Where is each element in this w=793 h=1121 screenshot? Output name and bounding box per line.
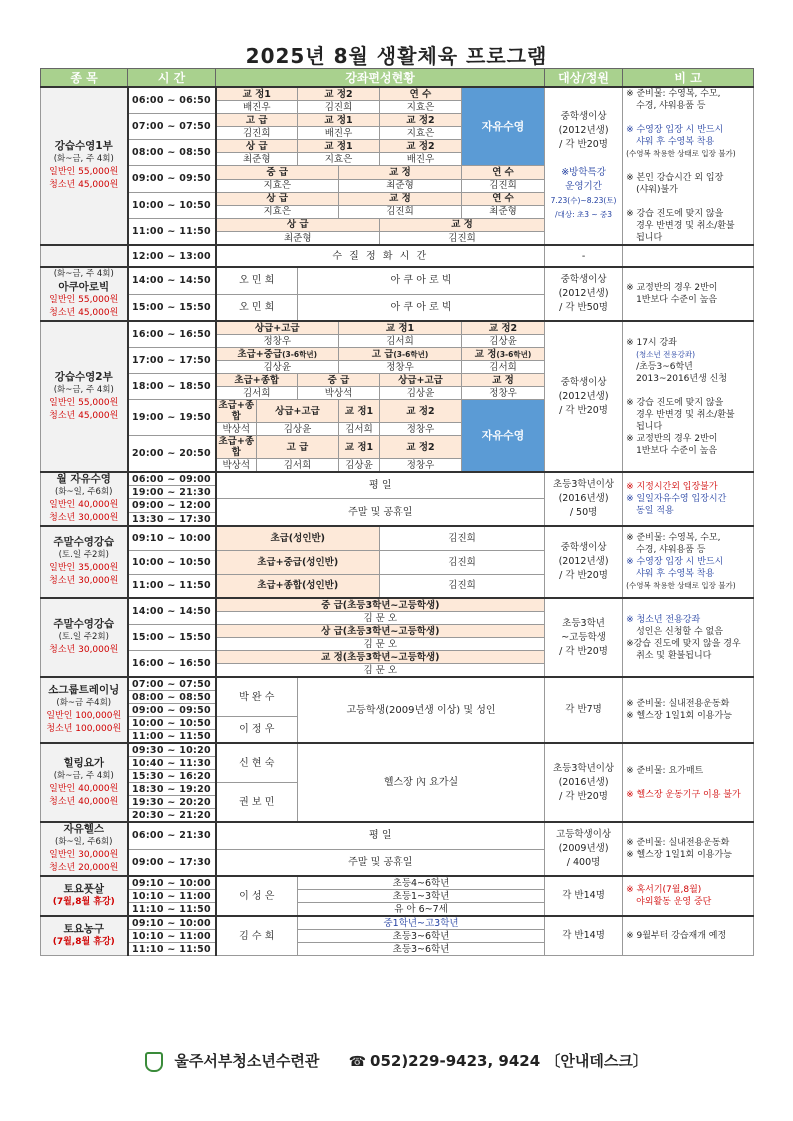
org-name: 울주서부청소년수련관 (174, 1052, 320, 1070)
notes-cell: ※ 준비물: 수영복, 수모, 수경, 샤워용품 등 ※ 수영장 입장 시 반드시 샤워 후 수영복 착용 (수영복 착용한 상태로 입장 불가) ※ 본인 강습시간 외 입장 (샤워)불가 ※ 강습 진도에 맞지 않을 경우 반변경 및 취소/환불 됩니다 (623, 87, 754, 245)
table-cell: 김진희 (380, 232, 545, 246)
table-cell: 헬스장 內 요가실 (298, 743, 545, 822)
table-cell: 연 수 (462, 192, 545, 205)
table-cell: 고 급(3-6학년) (339, 348, 462, 361)
table-cell: 교 정2 (380, 400, 462, 423)
table-cell: 김 문 오 (216, 638, 545, 651)
table-cell: 초급+종합(성인반) (216, 574, 380, 598)
table-row (41, 876, 754, 890)
table-cell: 아 쿠 아 로 빅 (298, 267, 545, 294)
table-row (41, 87, 754, 101)
table-cell: 배진우 (298, 127, 380, 140)
table-cell: 09:10 ~ 10:00 (128, 526, 216, 550)
table-cell: 09:00 ~ 12:00 (128, 499, 216, 513)
table-cell: 16:00 ~ 16:50 (128, 651, 216, 678)
table-cell: 김상윤 (257, 423, 339, 436)
table-cell: 08:00 ~ 08:50 (128, 691, 216, 704)
table-cell: 교 정1 (298, 114, 380, 127)
table-row (41, 526, 754, 550)
table-cell: 박상석 (216, 459, 257, 473)
table-cell: 배진우 (380, 153, 462, 166)
header-time: 시 간 (128, 69, 216, 88)
table-cell: 박 완 수 (216, 677, 298, 717)
table-cell: 17:00 ~ 17:50 (128, 348, 216, 374)
table-cell: 김진희 (380, 574, 545, 598)
table-cell: 교 정1 (339, 400, 380, 423)
table-cell: 각 반14명 (545, 916, 623, 956)
table-cell: 정창우 (380, 459, 462, 473)
table-cell: 16:00 ~ 16:50 (128, 321, 216, 348)
table-cell: 정창우 (462, 387, 545, 400)
table-cell: 11:00 ~ 11:50 (128, 574, 216, 598)
table-cell: 교 정 (339, 166, 462, 179)
table-cell: 교 정(초등3학년~고등학생) (216, 651, 545, 664)
table-cell: ※ 청소년 전용강좌 성인은 신청할 수 없음 ※강습 진도에 맞지 않을 경우 취소 및 환불됩니다 (623, 598, 754, 677)
table-cell: 이 성 은 (216, 876, 298, 916)
category-weekend-youth: 주말수영강습 (토.일 주2회) 청소년 30,000원 (41, 598, 128, 677)
table-row (41, 677, 754, 691)
table-cell: 고등학생이상 (2009년생) / 400명 (545, 822, 623, 876)
header-notes: 비 고 (623, 69, 754, 88)
table-cell: 아 쿠 아 로 빅 (298, 294, 545, 321)
table-cell: 주말 및 공휴일 (216, 499, 545, 527)
table-cell: 상 급 (216, 140, 298, 153)
table-cell: 초등4~6학년 (298, 876, 545, 890)
table-cell: ※ 9월부터 강습재개 예정 (623, 916, 754, 956)
table-cell: 교 정 (380, 218, 545, 231)
table-cell: ※ 준비물: 실내전용운동화 ※ 헬스장 1일1회 이용가능 (623, 822, 754, 876)
table-cell: 지효은 (298, 153, 380, 166)
table-row (41, 321, 754, 335)
table-row (41, 472, 754, 486)
table-cell: ※ 준비물: 실내전용운동화 ※ 헬스장 1일1회 이용가능 (623, 677, 754, 743)
table-cell: 교 정2 (380, 436, 462, 459)
table-cell: 초급+종합 (216, 400, 257, 423)
table-cell: 초등3~6학년 (298, 943, 545, 956)
free-swim-cell: 자유수영 (462, 87, 545, 166)
table-cell: 06:00 ~ 09:00 (128, 472, 216, 486)
table-cell: 상급+고급 (380, 374, 462, 387)
table-cell: 고 급 (216, 114, 298, 127)
schedule-table (40, 68, 754, 956)
table-cell: 평 일 (216, 822, 545, 849)
table-cell: 주말 및 공휴일 (216, 849, 545, 876)
table-cell: 14:00 ~ 14:50 (128, 267, 216, 294)
table-cell: 김상윤 (462, 335, 545, 348)
table-cell: 김서희 (257, 459, 339, 473)
table-cell: 초급+종합 (216, 374, 298, 387)
table-cell: 중1학년~고3학년 (298, 916, 545, 930)
header-target: 대상/정원 (545, 69, 623, 88)
table-cell: 중 급 (216, 166, 339, 179)
table-cell: 상급+고급 (257, 400, 339, 423)
table-cell: 15:00 ~ 15:50 (128, 294, 216, 321)
target-cell: 중학생이상 (2012년생) / 각 반20명 ※방학특강 운영기간 7.23(수)~8.23(토) /대상: 초3 ~ 중3 (545, 87, 623, 245)
category-monthly: 월 자유수영 (화~일, 주6회) 일반인 40,000원 청소년 30,000원 (41, 472, 128, 526)
table-cell: 06:00 ~ 21:30 (128, 822, 216, 849)
table-cell: 09:10 ~ 10:00 (128, 876, 216, 890)
table-cell: 11:10 ~ 11:50 (128, 943, 216, 956)
table-cell: 배진우 (216, 101, 298, 114)
contact-phone: ☎ 052)229-9423, 9424 〔안내데스크〕 (348, 1052, 648, 1070)
table-cell: 고등학생(2009년생 이상) 및 성인 (298, 677, 545, 743)
table-cell: 초급+중급(3-6학년) (216, 348, 339, 361)
table-cell: 김진희 (216, 127, 298, 140)
table-cell: 유 아 6~7세 (298, 903, 545, 917)
table-cell: 오 민 희 (216, 294, 298, 321)
table-cell: 김서희 (216, 387, 298, 400)
table-cell: 교 정1 (339, 436, 380, 459)
schedule-table-wrapper (40, 68, 753, 956)
table-cell: 초급(성인반) (216, 526, 380, 550)
table-cell: 09:00 ~ 17:30 (128, 849, 216, 876)
table-cell: 15:00 ~ 15:50 (128, 625, 216, 651)
table-cell: 김 문 오 (216, 612, 545, 625)
table-cell: 김서희 (339, 335, 462, 348)
table-cell: 초등3학년 ~고등학생 / 각 반20명 (545, 598, 623, 677)
category-basketball: 토요농구 (7월,8월 휴강) (41, 916, 128, 956)
table-cell: 07:00 ~ 07:50 (128, 114, 216, 140)
table-cell: ※ 혹서기(7월,8월) 야외활동 운영 중단 (623, 876, 754, 916)
table-cell: 박상석 (216, 423, 257, 436)
table-cell: 15:30 ~ 16:20 (128, 770, 216, 783)
org-logo-icon (145, 1052, 163, 1072)
table-cell: 10:00 ~ 10:50 (128, 717, 216, 730)
table-cell: 김서희 (339, 423, 380, 436)
table-cell: 상 급(초등3학년~고등학생) (216, 625, 545, 638)
table-cell: 교 정1 (216, 87, 298, 101)
table-cell: 정창우 (339, 361, 462, 374)
category-yoga: 힐링요가 (화~금, 주 4회) 일반인 40,000원 청소년 40,000원 (41, 743, 128, 822)
table-cell: 14:00 ~ 14:50 (128, 598, 216, 625)
table-row (41, 743, 754, 757)
table-cell: 07:00 ~ 07:50 (128, 677, 216, 691)
table-cell: 초등1~3학년 (298, 890, 545, 903)
table-row (41, 245, 754, 267)
table-cell: 교 정1 (298, 140, 380, 153)
table-cell: 지효은 (216, 205, 339, 218)
header-category: 종 목 (41, 69, 128, 88)
table-cell: 평 일 (216, 472, 545, 499)
table-cell: 초급+종합 (216, 436, 257, 459)
category-small-group: 소그룹트레이닝 (화~금 주4회) 일반인 100,000원 청소년 100,000원 (41, 677, 128, 743)
table-cell: 연 수 (380, 87, 462, 101)
table-cell: 상 급 (216, 192, 339, 205)
table-cell: 이 정 우 (216, 717, 298, 744)
table-cell: 박상석 (298, 387, 380, 400)
table-cell: 지효은 (380, 101, 462, 114)
table-cell: ※ 지정시간외 입장불가 ※ 일일자유수영 입장시간 동일 적용 (623, 472, 754, 526)
table-cell: 09:30 ~ 10:20 (128, 743, 216, 757)
table-cell: 김 수 희 (216, 916, 298, 956)
table-cell: ※ 교정반의 경우 2반이 1반보다 수준이 높음 (623, 267, 754, 321)
table-cell: 김진희 (462, 179, 545, 192)
table-row (41, 598, 754, 612)
table-cell: 최준형 (462, 205, 545, 218)
table-cell: 초급+중급(성인반) (216, 550, 380, 574)
table-cell: 권 보 민 (216, 783, 298, 823)
table-cell: 교 정2 (380, 114, 462, 127)
table-cell: 11:00 ~ 11:50 (128, 218, 216, 245)
table-cell: 11:10 ~ 11:50 (128, 903, 216, 917)
phone-icon: ☎ (348, 1054, 367, 1070)
table-cell: 상 급 (216, 218, 380, 231)
table-cell: 13:30 ~ 17:30 (128, 513, 216, 527)
table-cell: 18:00 ~ 18:50 (128, 374, 216, 400)
table-cell: 중학생이상 (2012년생) / 각 반50명 (545, 267, 623, 321)
table-cell: 김 문 오 (216, 664, 545, 678)
table-cell: 중 급(초등3학년~고등학생) (216, 598, 545, 612)
table-cell: 각 반14명 (545, 876, 623, 916)
header-row (41, 69, 754, 88)
table-cell: 초등3학년이상 (2016년생) / 각 반20명 (545, 743, 623, 822)
table-cell: 19:00 ~ 19:50 (128, 400, 216, 436)
table-cell: 중학생이상 (2012년생) / 각 반20명 (545, 526, 623, 598)
table-cell (623, 245, 754, 267)
table-cell: 18:30 ~ 19:20 (128, 783, 216, 796)
table-cell: 12:00 ~ 13:00 (128, 245, 216, 267)
table-cell: 각 반7명 (545, 677, 623, 743)
category-gym: 자유헬스 (화~일, 주6회) 일반인 30,000원 청소년 20,000원 (41, 822, 128, 876)
table-cell: 교 정 (339, 192, 462, 205)
table-cell: 10:10 ~ 11:00 (128, 890, 216, 903)
category-aqua: (화~금, 주 4회) 아쿠아로빅 일반인 55,000원 청소년 45,000원 (41, 267, 128, 321)
free-swim-cell: 자유수영 (462, 400, 545, 473)
table-cell: 김진희 (380, 550, 545, 574)
table-cell: 교 정 (462, 374, 545, 387)
table-row (41, 916, 754, 930)
table-cell: 교 정2 (298, 87, 380, 101)
table-cell: 10:00 ~ 10:50 (128, 192, 216, 218)
table-cell: 09:10 ~ 10:00 (128, 916, 216, 930)
table-cell: ※ 준비물: 요가매트 ※ 헬스장 운동기구 이용 불가 (623, 743, 754, 822)
table-cell: 초등3학년이상 (2016년생) / 50명 (545, 472, 623, 526)
header-classes: 강좌편성현황 (216, 69, 545, 88)
table-cell: 김상윤 (216, 361, 339, 374)
table-cell: 10:40 ~ 11:30 (128, 757, 216, 770)
table-cell: 교 정2 (462, 321, 545, 335)
table-cell: 교 정(3-6학년) (462, 348, 545, 361)
table-cell: 김진희 (298, 101, 380, 114)
category-weekend-adult: 주말수영강습 (토.일 주2회) 일반인 35,000원 청소년 30,000원 (41, 526, 128, 598)
table-cell: - (545, 245, 623, 267)
table-cell: 상급+고급 (216, 321, 339, 335)
time-cell: 06:00 ~ 06:50 (128, 87, 216, 114)
category-swim1: 강습수영1부 (화~금, 주 4회) 일반인 55,000원 청소년 45,000원 (41, 87, 128, 245)
table-cell: 신 현 숙 (216, 743, 298, 783)
category-swim2: 강습수영2부 (화~금, 주 4회) 일반인 55,000원 청소년 45,000원 (41, 321, 128, 472)
table-cell: 09:00 ~ 09:50 (128, 166, 216, 192)
table-cell: 19:30 ~ 20:20 (128, 796, 216, 809)
table-row (41, 822, 754, 849)
table-cell: 정창우 (380, 423, 462, 436)
table-cell: 김진희 (339, 205, 462, 218)
table-cell: 19:00 ~ 21:30 (128, 486, 216, 499)
table-cell (41, 245, 128, 267)
table-cell: 최준형 (216, 153, 298, 166)
table-cell: 김진희 (380, 526, 545, 550)
table-cell: 정창우 (216, 335, 339, 348)
table-cell: 지효은 (380, 127, 462, 140)
table-cell: 20:00 ~ 20:50 (128, 436, 216, 473)
table-cell: 초등3~6학년 (298, 930, 545, 943)
table-cell: ※ 17시 강좌 (청소년 전용강좌) /초등3~6학년 2013~2016년생 신청 ※ 강습 진도에 맞지 않을 경우 반변경 및 취소/환불 됩니다 ※ 교정반의 경우 2반이 1반보다 수준이 높음 (623, 321, 754, 472)
table-cell: 지효은 (216, 179, 339, 192)
table-cell: 20:30 ~ 21:20 (128, 809, 216, 823)
table-cell: 중학생이상 (2012년생) / 각 반20명 (545, 321, 623, 472)
table-cell: 11:00 ~ 11:50 (128, 730, 216, 744)
category-futsal: 토요풋살 (7월,8월 휴강) (41, 876, 128, 916)
table-cell: 고 급 (257, 436, 339, 459)
table-cell: 오 민 희 (216, 267, 298, 294)
table-cell: 수 질 정 화 시 간 (216, 245, 545, 267)
table-cell: ※ 준비물: 수영복, 수모, 수경, 샤워용품 등 ※ 수영장 입장 시 반드시 샤워 후 수영복 착용 (수영복 착용한 상태로 입장 불가) (623, 526, 754, 598)
table-cell: 교 정1 (339, 321, 462, 335)
footer (0, 1050, 793, 1072)
page-title: 2025년 8월 생활체육 프로그램 (245, 44, 548, 68)
table-cell: 김상윤 (380, 387, 462, 400)
table-cell: 연 수 (462, 166, 545, 179)
table-row (41, 267, 754, 294)
table-cell: 교 정2 (380, 140, 462, 153)
table-cell: 최준형 (216, 232, 380, 246)
table-cell: 김상윤 (339, 459, 380, 473)
table-cell: 08:00 ~ 08:50 (128, 140, 216, 166)
table-cell: 김서희 (462, 361, 545, 374)
table-cell: 09:00 ~ 09:50 (128, 704, 216, 717)
table-cell: 중 급 (298, 374, 380, 387)
table-cell: 10:10 ~ 11:00 (128, 930, 216, 943)
table-cell: 최준형 (339, 179, 462, 192)
table-cell: 10:00 ~ 10:50 (128, 550, 216, 574)
